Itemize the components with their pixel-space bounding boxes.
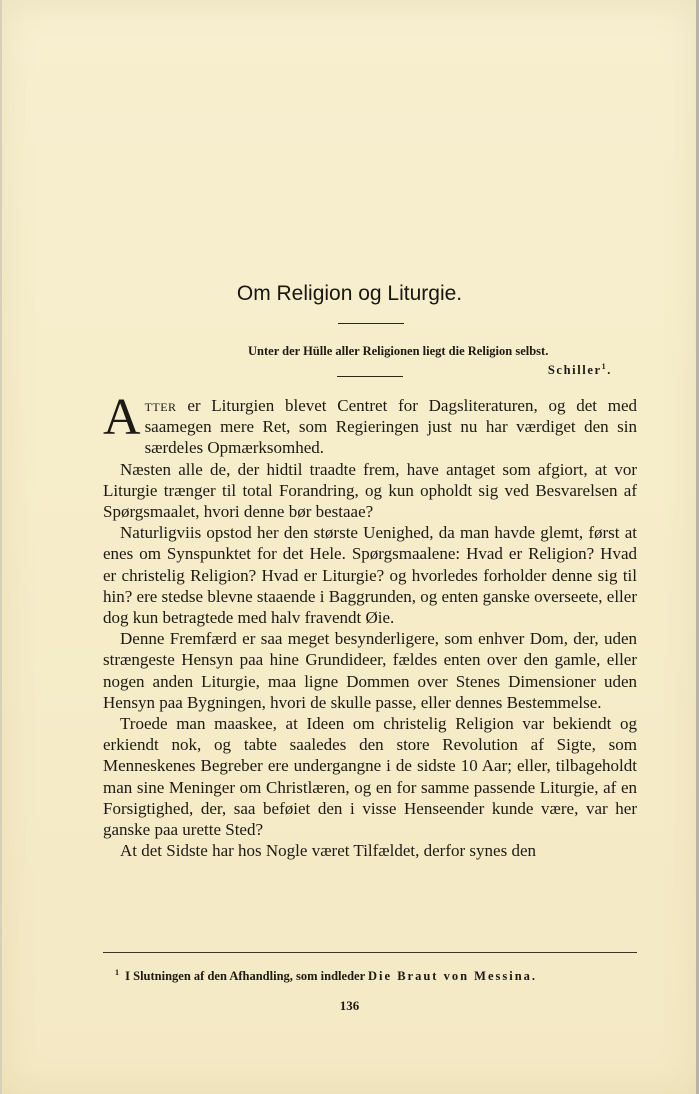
paragraph: At det Sidste har hos Nogle været Tilfældet, derfor synes den bbox=[120, 841, 536, 861]
footnote-work-title: Die Braut von Messina. bbox=[368, 969, 538, 984]
paragraph: Naturligviis opstod her den største Uenighed, da man havde glemt, først at enes om Synspunktet for det Hele. Spørgsmaalene: Hvad er Religion? Hvad er christelig Religion? Hvad er Liturgie? og hvorledes forholder denne sig til hin? ere stedse blevne staaende i Baggrunden, og enten ganske overseete, eller dog kun betragtede med halv fravendt Øie. bbox=[103, 523, 637, 628]
epigraph-author: Schiller bbox=[547, 363, 602, 378]
paragraph-text: er Liturgien blevet Centret for Dagsliteraturen, og det med saamegen mere Ret, som Regieringen just nu har værdiget den sin særdeles Opmærksomhed. bbox=[144, 396, 637, 458]
paragraph bbox=[103, 389, 637, 459]
footnote-rule bbox=[103, 952, 637, 953]
body-text bbox=[103, 389, 637, 861]
page-number: 136 bbox=[339, 998, 360, 1013]
epigraph-text: Unter der Hülle aller Religionen liegt die Religion selbst. bbox=[248, 344, 549, 358]
footnote-text: I Slutningen af den Afhandling, som indleder bbox=[125, 969, 365, 984]
drop-cap: A bbox=[103, 389, 141, 446]
footnote bbox=[115, 968, 645, 984]
paragraph: Troede man maaskee, at Ideen om christelig Religion var bekiendt og erkiendt nok, og tabte saaledes den store Revolution af Sigte, som Menneskenes Begreber ere undergangne i de sidste 10 Aar; eller, tilbageholdt man sine Meninger om Christlæren, og en for samme passende Liturgie, af en Forsigtighed, der, saa beføiet den i visse Henseender kunde være, var her ganske paa urette Sted? bbox=[103, 714, 637, 840]
lead-smallcaps: tter bbox=[144, 396, 177, 415]
bleed-through-text bbox=[320, 168, 650, 190]
page-left-edge bbox=[0, 0, 2, 1094]
epigraph-rule bbox=[337, 376, 403, 377]
paragraph: Næsten alle de, der hidtil traadte frem, have antaget som afgiort, at vor Liturgie trænger til total Forandring, og kun opholdt sig ved Besvarelsen af Spørgsmaalet, hvori denne bør bestaae? bbox=[103, 459, 637, 522]
epigraph-footnote-marker: 1 bbox=[601, 362, 608, 371]
page-title: Om Religion og Liturgie. bbox=[236, 282, 463, 305]
paragraph: Denne Fremfærd er saa meget besynderligere, som enhver Dom, der, uden strængeste Hensyn paa hine Grundideer, fældes enten over den gamle, eller nogen anden Liturgie, maa ligne Dommen over Stenes Dimensioner uden Hensyn paa Bygningen, hvori de skulle passe, eller dennes Bestemmelse. bbox=[103, 629, 637, 712]
footnote-marker: 1 bbox=[115, 968, 119, 977]
epigraph-attribution: Schiller$^1$. bbox=[547, 362, 612, 378]
title-rule bbox=[338, 323, 404, 324]
epigraph bbox=[248, 344, 618, 378]
